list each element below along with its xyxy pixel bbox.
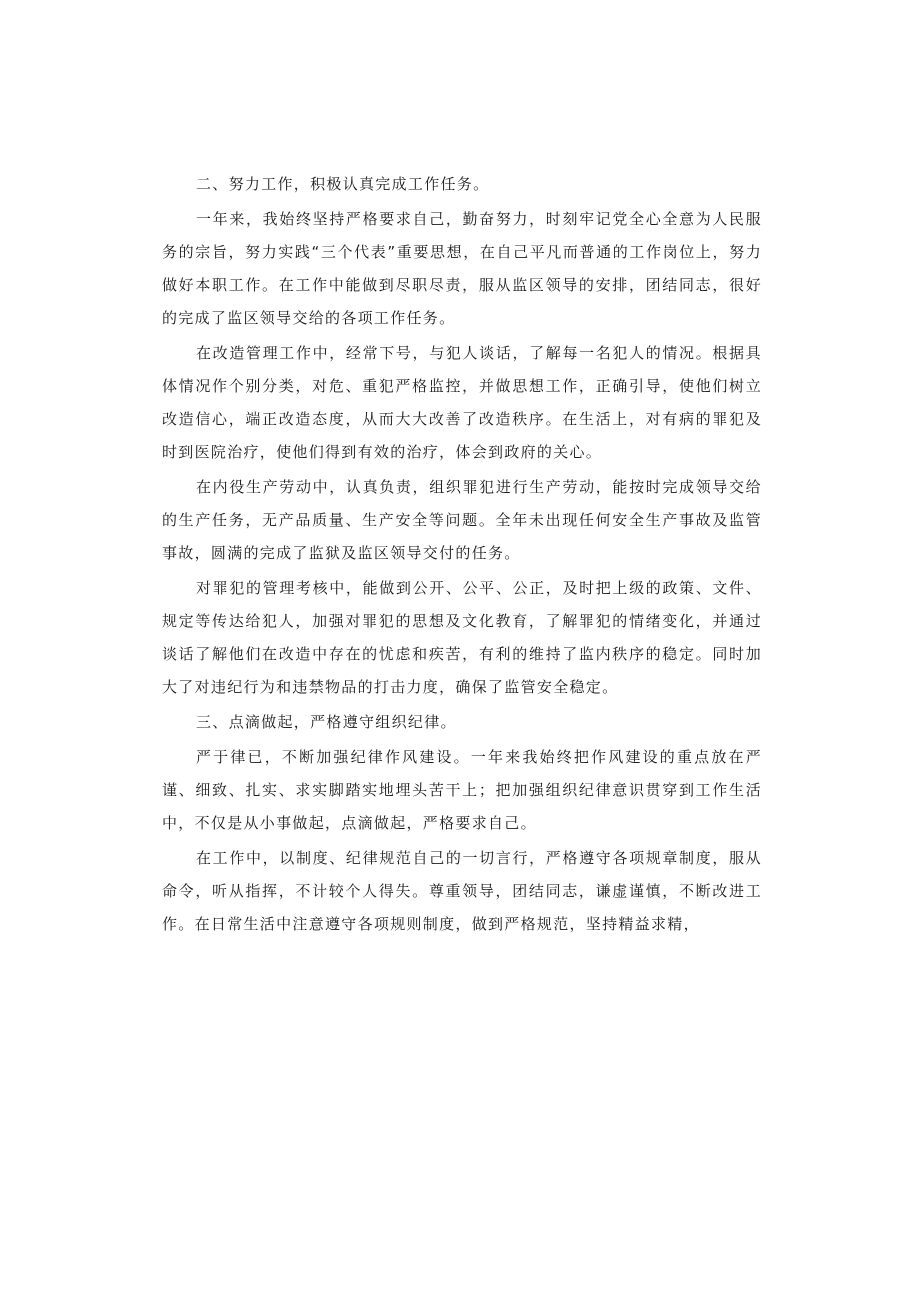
document-body (162, 168, 762, 943)
paragraph: 在工作中，以制度、纪律规范自己的一切言行，严格遵守各项规章制度，服从命令，听从指挥，不计较个人得失。尊重领导，团结同志，谦虚谨慎，不断改进工作。在日常生活中注意遵守各项规则制度，做到严格规范，坚持精益求精， (162, 849, 762, 933)
paragraph: 在内役生产劳动中，认真负责，组织罪犯进行生产劳动，能按时完成领导交给的生产任务，无产品质量、生产安全等问题。全年未出现任何安全生产事故及监管事故，圆满的完成了监狱及监区领导交付的任务。 (162, 478, 762, 562)
paragraph: 对罪犯的管理考核中，能做到公开、公平、公正，及时把上级的政策、文件、规定等传达给犯人，加强对罪犯的思想及文化教育，了解罪犯的情绪变化，并通过谈话了解他们在改造中存在的忧虑和疾苦，有利的维持了监内秩序的稳定。同时加大了对违纪行为和违禁物品的打击力度，确保了监管安全稳定。 (162, 579, 762, 696)
paragraph: 在改造管理工作中，经常下号，与犯人谈话，了解每一名犯人的情况。根据具体情况作个别分类，对危、重犯严格监控，并做思想工作，正确引导，使他们树立改造信心，端正改造态度，从而大大改善了改造秩序。在生活上，对有病的罪犯及时到医院治疗，使他们得到有效的治疗，体会到政府的关心。 (162, 344, 762, 461)
section-heading-2: 二、努力工作，积极认真完成工作任务。 (196, 175, 490, 193)
paragraph: 一年来，我始终坚持严格要求自己，勤奋努力，时刻牢记党全心全意为人民服务的宗旨，努力实践“三个代表”重要思想，在自己平凡而普通的工作岗位上，努力做好本职工作。在工作中能做到尽职尽责，服从监区领导的安排，团结同志，很好的完成了监区领导交给的各项工作任务。 (162, 210, 762, 327)
section-heading-3: 三、点滴做起，严格遵守组织纪律。 (196, 713, 457, 731)
paragraph: 严于律已，不断加强纪律作风建设。一年来我始终把作风建设的重点放在严谨、细致、扎实、求实脚踏实地埋头苦干上；把加强组织纪律意识贯穿到工作生活中，不仅是从小事做起，点滴做起，严格要求自己。 (162, 748, 762, 832)
